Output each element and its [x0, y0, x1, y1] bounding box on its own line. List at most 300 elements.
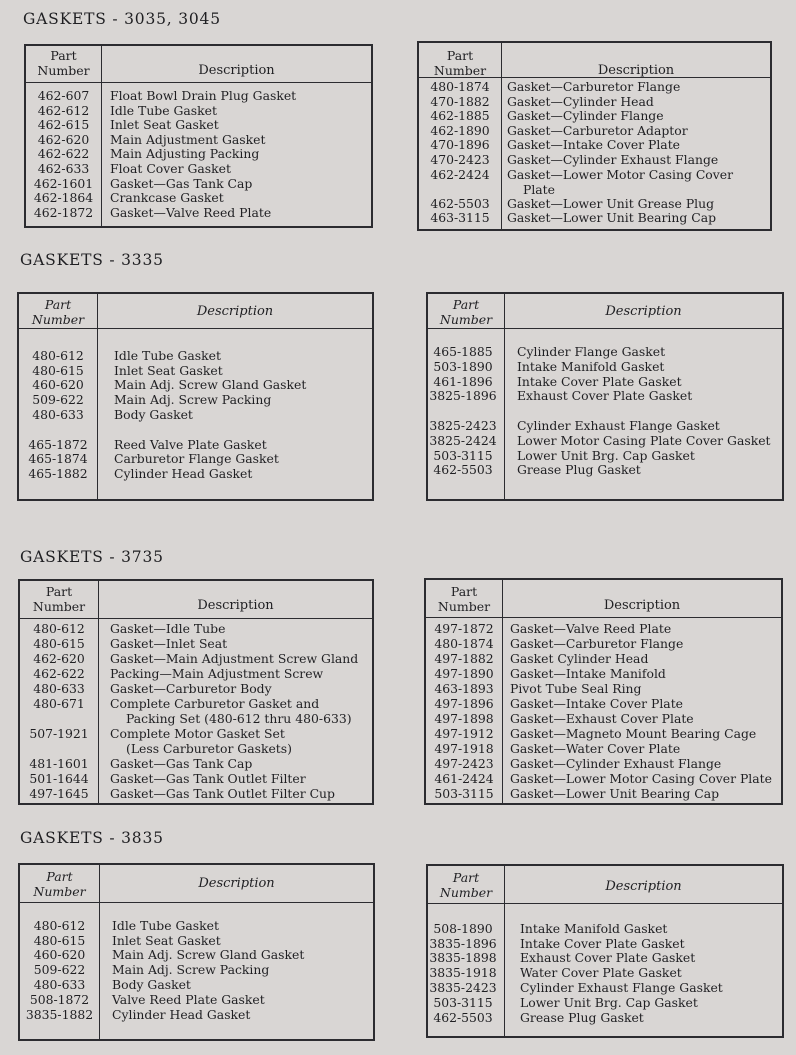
description-line: Idle Tube Gasket — [114, 347, 221, 363]
table-row — [26, 88, 371, 103]
part-number: 3835-1898 — [429, 950, 497, 966]
section-heading-3335: GASKETS - 3335 — [20, 251, 164, 269]
description-line: Gasket—Lower Motor Casing Cover Plate — [510, 771, 772, 786]
part-description — [520, 936, 685, 951]
part-description — [110, 681, 272, 696]
table-row — [428, 965, 782, 980]
part-description — [510, 711, 694, 726]
table-row — [419, 196, 770, 211]
table-row — [20, 666, 372, 681]
part-description — [510, 651, 648, 666]
table-row — [19, 363, 372, 378]
table-row — [20, 933, 373, 948]
part-number: 508-1872 — [29, 991, 90, 1007]
description-line: Cylinder Head Gasket — [112, 1006, 251, 1022]
table-row — [20, 771, 372, 786]
part-description — [517, 388, 692, 403]
table-rows — [20, 903, 373, 1021]
description-header: Description — [605, 879, 682, 894]
table-rows — [428, 906, 782, 1024]
part-number: 503-3115 — [434, 786, 494, 801]
description-line-2: (Less Carburetor Gaskets) — [126, 741, 292, 756]
part-number: 462-620 — [33, 651, 85, 666]
gasket-table-3835-right — [426, 864, 784, 1038]
part-description — [110, 756, 252, 771]
part-number: 503-3115 — [433, 994, 493, 1010]
part-description — [114, 437, 267, 452]
part-number: 465-1872 — [28, 436, 88, 452]
table-row — [20, 1007, 373, 1022]
description-line: Pivot Tube Seal Ring — [510, 681, 642, 696]
part-description — [112, 977, 191, 992]
part-description — [517, 433, 771, 448]
gasket-table-3035-left — [24, 44, 373, 228]
part-number: 480-612 — [33, 917, 86, 933]
description-line: Gasket—Cylinder Head — [507, 93, 654, 109]
part-number: 463-1893 — [434, 681, 494, 696]
part-number: 497-1872 — [434, 621, 494, 636]
table-row — [19, 377, 372, 392]
table-row — [20, 651, 372, 666]
table-row — [419, 79, 770, 94]
part-number: 501-1644 — [29, 771, 89, 786]
part-description — [510, 696, 683, 711]
table-row — [19, 407, 372, 422]
part-description — [110, 771, 306, 786]
part-description — [517, 344, 665, 359]
description-line: Gasket—Gas Tank Cap — [110, 175, 253, 191]
part-number: 462-620 — [37, 131, 90, 147]
table-rows — [426, 621, 781, 801]
part-description — [110, 190, 224, 205]
part-number: 497-1882 — [434, 651, 494, 666]
table-row — [20, 786, 372, 801]
part-number: 3835-1918 — [429, 965, 497, 981]
table-row — [26, 205, 371, 220]
part-description — [507, 94, 654, 109]
description-line: Complete Carburetor Gasket and — [110, 696, 320, 711]
part-description — [110, 636, 227, 651]
part-number: 480-612 — [32, 347, 84, 363]
part-number: 509-622 — [33, 962, 86, 978]
part-description — [507, 108, 664, 123]
table-row — [428, 448, 782, 463]
table-row — [26, 176, 371, 191]
table-row — [26, 103, 371, 118]
table-row — [20, 681, 372, 696]
description-line: Lower Unit Brg. Cap Gasket — [517, 447, 695, 463]
table-row — [19, 466, 372, 481]
description-line: Main Adj. Screw Packing — [114, 392, 272, 408]
part-number: 3825-2423 — [429, 417, 497, 433]
description-line: Exhaust Cover Plate Gasket — [517, 388, 693, 404]
part-number: 460-620 — [33, 947, 86, 963]
table-row-spacer — [428, 906, 782, 921]
part-number-header: Part Number — [433, 48, 487, 78]
part-description — [114, 363, 223, 378]
table-row — [426, 741, 781, 756]
part-number-header: Part Number — [437, 584, 491, 614]
table-row — [19, 392, 372, 407]
part-description — [507, 210, 716, 225]
part-description — [510, 666, 666, 681]
description-line: Gasket—Magneto Mount Bearing Cage — [510, 726, 757, 741]
description-line: Inlet Seat Gasket — [114, 362, 223, 378]
table-row — [426, 756, 781, 771]
part-number: 497-1918 — [434, 741, 494, 756]
description-line: Water Cover Plate Gasket — [520, 965, 682, 981]
description-line: Gasket—Idle Tube — [110, 621, 226, 636]
description-line: Gasket—Lower Unit Bearing Cap — [507, 210, 717, 226]
description-line: Reed Valve Plate Gasket — [114, 436, 267, 452]
table-row — [20, 992, 373, 1007]
part-number: 462-5503 — [430, 195, 490, 211]
description-line: Intake Cover Plate Gasket — [520, 935, 685, 951]
description-line: Valve Reed Plate Gasket — [112, 991, 265, 1007]
description-line: Gasket—Valve Reed Plate — [510, 621, 672, 636]
description-line: Gasket—Intake Cover Plate — [507, 137, 681, 153]
part-description — [510, 726, 756, 741]
section-heading-3735: GASKETS - 3735 — [20, 548, 164, 566]
table-rows — [419, 79, 770, 225]
part-description — [110, 696, 352, 726]
part-number: 480-1874 — [430, 79, 490, 94]
part-number: 503-1890 — [433, 358, 493, 374]
part-description — [517, 448, 695, 463]
part-number: 462-612 — [37, 102, 90, 118]
description-header: Description — [603, 598, 681, 613]
table-row — [428, 388, 782, 403]
description-line: Gasket—Main Adjustment Screw Gland — [110, 651, 359, 666]
part-number: 480-633 — [32, 406, 84, 422]
part-description — [110, 621, 225, 636]
part-number: 3835-1896 — [429, 935, 497, 951]
description-line: Carburetor Flange Gasket — [114, 451, 279, 467]
part-number: 465-1882 — [28, 466, 88, 482]
description-line: Gasket—Valve Reed Plate — [110, 204, 272, 220]
table-row-spacer — [428, 403, 782, 418]
part-number-header: Part Number — [37, 48, 90, 78]
table-row — [26, 117, 371, 132]
description-line: Main Adjusting Packing — [110, 146, 260, 162]
table-row — [19, 437, 372, 452]
part-description — [510, 741, 680, 756]
description-line: Intake Manifold Gasket — [517, 358, 665, 374]
part-number: 462-5503 — [433, 462, 493, 478]
part-description — [110, 103, 217, 118]
part-description — [112, 918, 219, 933]
part-number: 463-3115 — [430, 210, 490, 226]
gasket-table-3835-left — [18, 863, 375, 1041]
part-description — [112, 962, 269, 977]
part-description — [517, 418, 720, 433]
description-line: Gasket—Lower Unit Bearing Cap — [510, 786, 720, 801]
part-description — [510, 756, 721, 771]
gasket-table-3035-right — [417, 41, 772, 231]
description-line: Lower Unit Brg. Cap Gasket — [520, 994, 698, 1010]
part-number: 480-615 — [33, 932, 86, 948]
part-number-header: Part Number — [439, 297, 493, 327]
part-description — [114, 451, 279, 466]
description-line: Cylinder Exhaust Flange Gasket — [517, 417, 720, 433]
table-row — [426, 786, 781, 801]
description-line: Idle Tube Gasket — [110, 102, 217, 118]
gasket-table-3735-right — [424, 578, 783, 805]
part-description — [110, 205, 271, 220]
part-number: 497-1890 — [434, 666, 494, 681]
part-description — [517, 359, 664, 374]
table-row — [19, 348, 372, 363]
part-number: 508-1890 — [433, 920, 493, 936]
part-number: 462-1601 — [33, 175, 94, 191]
table-row — [426, 681, 781, 696]
table-row — [419, 152, 770, 167]
part-description — [507, 152, 718, 167]
table-row — [428, 359, 782, 374]
description-header: Description — [197, 598, 274, 613]
description-header: Description — [196, 304, 274, 319]
part-number: 465-1874 — [28, 451, 88, 467]
part-description — [110, 146, 259, 161]
table-row — [426, 711, 781, 726]
part-number: 3835-1882 — [25, 1006, 94, 1022]
part-number: 480-615 — [32, 362, 84, 378]
description-line: Complete Motor Gasket Set — [110, 726, 285, 741]
description-line: Gasket—Gas Tank Outlet Filter Cup — [110, 786, 335, 801]
table-row — [26, 161, 371, 176]
table-row — [428, 980, 782, 995]
description-line: Gasket—Cylinder Flange — [507, 108, 664, 124]
part-description — [510, 681, 641, 696]
table-row — [419, 210, 770, 225]
description-line: Gasket Cylinder Head — [510, 651, 649, 666]
table-row — [26, 132, 371, 147]
part-number: 460-620 — [32, 377, 84, 393]
table-row — [20, 918, 373, 933]
table-row — [428, 374, 782, 389]
description-line: Cylinder Head Gasket — [114, 466, 253, 482]
description-line: Gasket—Exhaust Cover Plate — [510, 711, 694, 726]
part-description — [110, 666, 323, 681]
part-number: 470-2423 — [430, 151, 490, 167]
table-row — [26, 146, 371, 161]
part-description — [114, 377, 306, 392]
description-header: Description — [198, 63, 275, 78]
description-line: Body Gasket — [114, 406, 193, 422]
part-description — [110, 88, 296, 103]
description-line: Body Gasket — [112, 976, 191, 992]
part-number: 497-1645 — [29, 786, 89, 801]
part-description — [510, 636, 683, 651]
table-row — [20, 696, 372, 726]
table-row — [419, 94, 770, 109]
description-line: Cylinder Exhaust Flange Gasket — [520, 979, 723, 995]
description-line: Gasket—Carburetor Flange — [510, 636, 684, 651]
table-row — [20, 977, 373, 992]
table-row — [20, 636, 372, 651]
part-description — [110, 132, 265, 147]
part-description — [507, 167, 733, 197]
part-description — [110, 176, 252, 191]
table-row-spacer — [20, 903, 373, 918]
description-line: Lower Motor Casing Plate Cover Gasket — [517, 432, 771, 448]
description-line: Gasket—Water Cover Plate — [510, 741, 681, 756]
part-description — [510, 621, 671, 636]
table-row — [426, 621, 781, 636]
part-number-header: Part Number — [439, 870, 493, 900]
table-row — [20, 962, 373, 977]
description-header: Description — [605, 304, 682, 319]
description-line: Gasket—Carburetor Flange — [507, 79, 681, 94]
description-line: Float Cover Gasket — [110, 160, 231, 176]
table-row — [419, 167, 770, 196]
part-number: 480-612 — [33, 621, 85, 636]
part-description — [114, 348, 221, 363]
table-row — [428, 462, 782, 477]
part-number: 509-622 — [32, 392, 84, 408]
part-description — [110, 117, 219, 132]
description-line: Float Bowl Drain Plug Gasket — [110, 88, 297, 103]
part-description — [507, 123, 688, 138]
part-description — [520, 950, 695, 965]
part-number: 480-615 — [33, 636, 85, 651]
part-number: 3825-1896 — [429, 388, 497, 404]
description-line: Inlet Seat Gasket — [112, 932, 221, 948]
table-row — [426, 771, 781, 786]
table-row — [20, 947, 373, 962]
description-line-2: Packing Set (480-612 thru 480-633) — [126, 711, 352, 726]
description-line: Main Adj. Screw Gland Gasket — [112, 947, 305, 963]
part-description — [507, 196, 714, 211]
part-number: 462-607 — [37, 88, 90, 103]
part-description — [507, 79, 680, 94]
part-number-header: Part Number — [33, 869, 86, 899]
table-row — [26, 190, 371, 205]
part-description — [110, 726, 292, 756]
description-line: Gasket—Gas Tank Outlet Filter — [110, 771, 306, 786]
part-number: 497-1896 — [434, 696, 494, 711]
section-heading-3035: GASKETS - 3035, 3045 — [23, 10, 221, 28]
part-description — [110, 161, 231, 176]
part-number: 462-1885 — [430, 108, 490, 124]
part-number: 480-633 — [33, 976, 86, 992]
description-line: Gasket—Carburetor Adaptor — [507, 122, 688, 138]
part-number: 480-671 — [33, 696, 85, 711]
description-line: Idle Tube Gasket — [112, 917, 219, 933]
part-description — [520, 980, 723, 995]
table-row — [428, 433, 782, 448]
table-row — [428, 995, 782, 1010]
table-row — [20, 621, 372, 636]
part-description — [520, 965, 682, 980]
gasket-table-3735-left — [18, 579, 374, 805]
part-description — [507, 137, 680, 152]
description-line: Gasket—Cylinder Exhaust Flange — [507, 151, 719, 167]
description-line: Main Adj. Screw Gland Gasket — [114, 377, 307, 393]
part-number: 497-1898 — [434, 711, 494, 726]
description-line: Packing—Main Adjustment Screw — [110, 666, 324, 681]
part-description — [112, 947, 304, 962]
table-row — [419, 123, 770, 138]
table-row — [428, 1010, 782, 1025]
description-line: Gasket—Inlet Seat — [110, 636, 228, 651]
table-rows — [428, 344, 782, 477]
table-row — [20, 726, 372, 756]
part-number: 3835-2423 — [429, 979, 497, 995]
table-rows — [20, 621, 372, 801]
part-description — [520, 995, 698, 1010]
description-header: Description — [597, 63, 675, 78]
part-description — [110, 651, 358, 666]
part-number: 462-1872 — [33, 204, 94, 220]
table-row — [19, 451, 372, 466]
description-line: Gasket—Carburetor Body — [110, 681, 272, 696]
part-number: 462-622 — [33, 666, 85, 681]
part-number-header: Part Number — [32, 584, 86, 614]
part-number: 462-5503 — [433, 1009, 493, 1025]
description-line: Inlet Seat Gasket — [110, 117, 219, 133]
part-number: 465-1885 — [433, 344, 493, 359]
description-line: Grease Plug Gasket — [517, 462, 641, 478]
part-number: 462-633 — [37, 160, 90, 176]
table-row — [428, 950, 782, 965]
part-description — [112, 1007, 250, 1022]
part-description — [112, 992, 265, 1007]
table-row — [426, 726, 781, 741]
table-row — [426, 666, 781, 681]
table-row — [428, 418, 782, 433]
description-line: Gasket—Cylinder Exhaust Flange — [510, 756, 722, 771]
description-line: Main Adjustment Gasket — [110, 131, 266, 147]
part-number: 503-3115 — [433, 447, 493, 463]
part-number: 497-1912 — [434, 726, 494, 741]
description-line: Grease Plug Gasket — [520, 1009, 644, 1025]
gasket-table-3335-right — [426, 292, 784, 501]
part-description — [517, 462, 641, 477]
part-number: 497-2423 — [434, 756, 494, 771]
part-description — [520, 921, 667, 936]
table-row — [428, 344, 782, 359]
table-rows — [26, 88, 371, 219]
part-description — [520, 1010, 644, 1025]
part-description — [510, 786, 719, 801]
part-number: 470-1882 — [430, 93, 490, 109]
table-rows — [19, 333, 372, 481]
description-line: Intake Manifold Gasket — [520, 920, 668, 936]
table-row — [20, 756, 372, 771]
description-line: Main Adj. Screw Packing — [112, 962, 270, 978]
description-line: Gasket—Gas Tank Cap — [110, 756, 253, 771]
description-line: Gasket—Intake Manifold — [510, 666, 666, 681]
table-row — [426, 651, 781, 666]
part-number: 462-615 — [37, 117, 90, 133]
part-number: 480-1874 — [434, 636, 494, 651]
section-heading-3835: GASKETS - 3835 — [20, 829, 164, 847]
part-number: 480-633 — [33, 681, 85, 696]
part-description — [110, 786, 335, 801]
part-number: 462-622 — [37, 146, 90, 162]
description-line-2: Plate — [523, 181, 555, 197]
part-number-header: Part Number — [31, 297, 85, 327]
table-row — [419, 108, 770, 123]
description-line: Exhaust Cover Plate Gasket — [520, 950, 696, 966]
part-number: 3825-2424 — [429, 432, 497, 448]
table-row — [428, 936, 782, 951]
part-description — [114, 392, 271, 407]
part-number: 461-2424 — [434, 771, 494, 786]
description-line: Gasket—Lower Unit Grease Plug — [507, 195, 715, 211]
table-row — [426, 636, 781, 651]
